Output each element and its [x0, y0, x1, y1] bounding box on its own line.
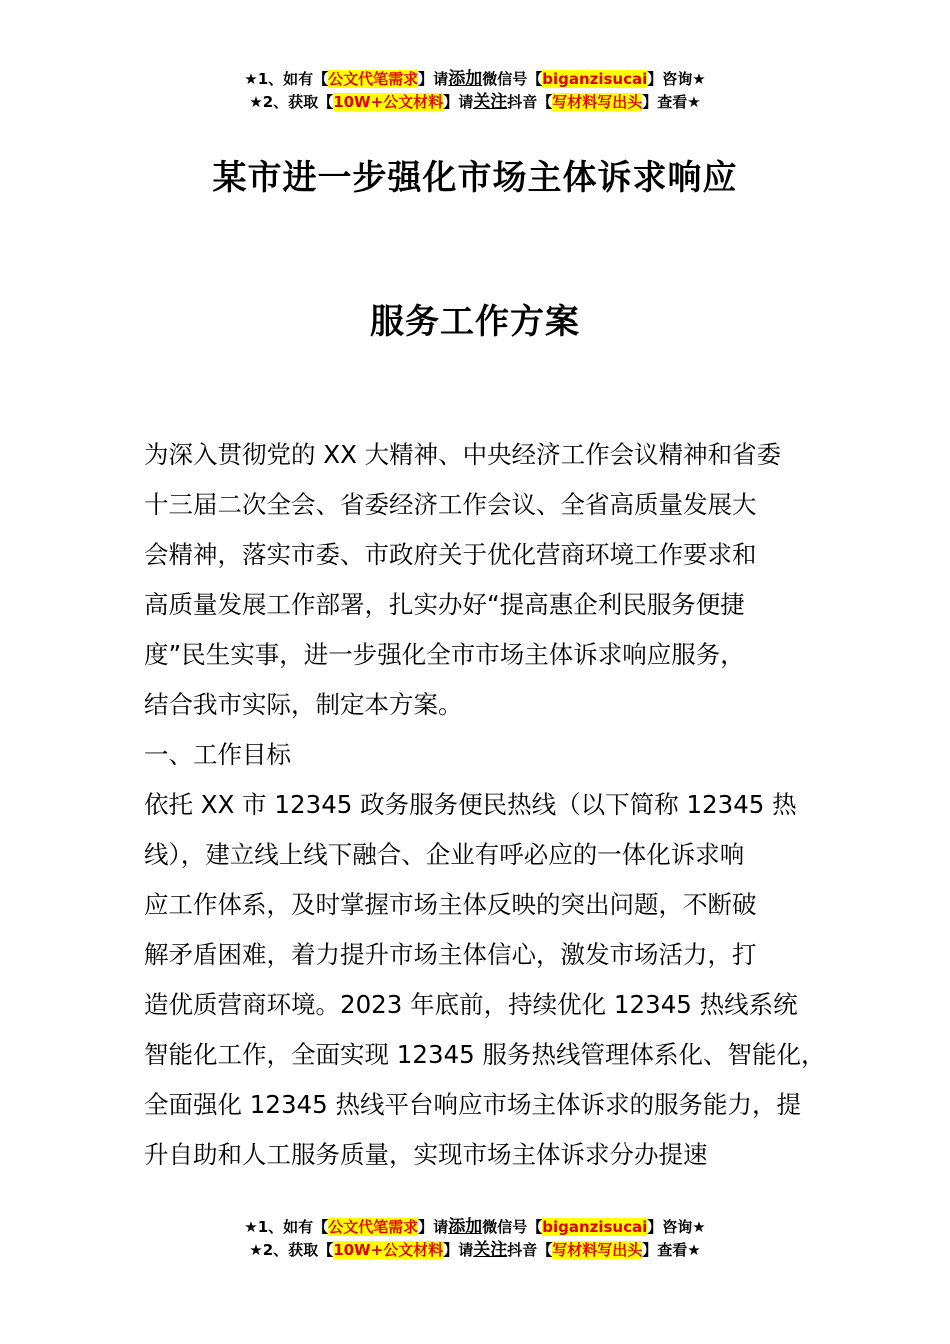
underlined-text: 关注 — [473, 1240, 508, 1260]
underlined-text: 添加 — [448, 1217, 483, 1237]
text-line: 为深入贯彻党的 XX 大精神、中央经济工作会议精神和省委 — [144, 440, 782, 469]
text-line: 全面强化 12345 热线平台响应市场主体诉求的服务能力，提 — [144, 1090, 802, 1119]
banner-text: 】请 — [418, 1218, 449, 1236]
banner-text: 】咨询★ — [647, 1218, 706, 1236]
text-line: 升自助和人工服务质量，实现市场主体诉求分办提速 — [144, 1140, 708, 1169]
banner-line-1 — [0, 1216, 950, 1239]
highlight-materials: 10W+公文材料 — [333, 93, 444, 111]
highlight-service: 公文代笔需求 — [328, 70, 419, 88]
banner-text: 抖音【 — [507, 93, 553, 111]
banner-line-2 — [0, 91, 950, 114]
highlight-wechat-id: biganzisucai — [542, 70, 648, 88]
underlined-text: 添加 — [448, 69, 483, 89]
banner-text: ★1、如有【 — [244, 70, 329, 88]
text-line: 依托 XX 市 12345 政务服务便民热线（以下简称 12345 热 — [144, 790, 797, 819]
banner-text: ★1、如有【 — [244, 1218, 329, 1236]
underlined-text: 关注 — [473, 92, 508, 112]
banner-text: 微信号【 — [482, 1218, 543, 1236]
document-title-line-2: 服务工作方案 — [370, 302, 580, 342]
banner-text: 】查看★ — [642, 1241, 701, 1259]
banner-text: 】请 — [443, 1241, 474, 1259]
highlight-materials: 10W+公文材料 — [333, 1241, 444, 1259]
text-line: 解矛盾困难，着力提升市场主体信心，激发市场活力，打 — [144, 940, 757, 969]
highlight-service: 公文代笔需求 — [328, 1218, 419, 1236]
banner-text: 抖音【 — [507, 1241, 553, 1259]
banner-text: 】查看★ — [642, 93, 701, 111]
highlight-douyin: 写材料写出头 — [552, 93, 643, 111]
text-line: 高质量发展工作部署，扎实办好“提高惠企利民服务便捷 — [144, 590, 745, 619]
banner-text: ★2、获取【 — [249, 93, 334, 111]
section-heading: 一、工作目标 — [144, 740, 291, 769]
footer-banner — [0, 1216, 950, 1262]
text-line: 度”民生实事，进一步强化全市市场主体诉求响应服务， — [144, 640, 745, 669]
text-line: 会精神，落实市委、市政府关于优化营商环境工作要求和 — [144, 540, 757, 569]
header-banner — [0, 68, 950, 114]
banner-text: 】请 — [418, 70, 449, 88]
text-line: 十三届二次全会、省委经济工作会议、全省高质量发展大 — [144, 490, 757, 519]
banner-line-2 — [0, 1239, 950, 1262]
highlight-wechat-id: biganzisucai — [542, 1218, 648, 1236]
text-line: 应工作体系，及时掌握市场主体反映的突出问题，不断破 — [144, 890, 757, 919]
banner-text: 】咨询★ — [647, 70, 706, 88]
text-line: 造优质营商环境。2023 年底前，持续优化 12345 热线系统 — [144, 990, 798, 1019]
text-line: 线），建立线上线下融合、企业有呼必应的一体化诉求响 — [144, 840, 745, 869]
paragraph-intro — [144, 430, 834, 730]
banner-line-1 — [0, 68, 950, 91]
banner-text: 】请 — [443, 93, 474, 111]
paragraph-goals — [144, 780, 834, 1180]
text-line: 结合我市实际，制定本方案。 — [144, 690, 463, 719]
text-line: 智能化工作，全面实现 12345 服务热线管理体系化、智能化， — [144, 1040, 826, 1069]
banner-text: 微信号【 — [482, 70, 543, 88]
document-title-line-1: 某市进一步强化市场主体诉求响应 — [212, 158, 738, 198]
highlight-douyin: 写材料写出头 — [552, 1241, 643, 1259]
banner-text: ★2、获取【 — [249, 1241, 334, 1259]
